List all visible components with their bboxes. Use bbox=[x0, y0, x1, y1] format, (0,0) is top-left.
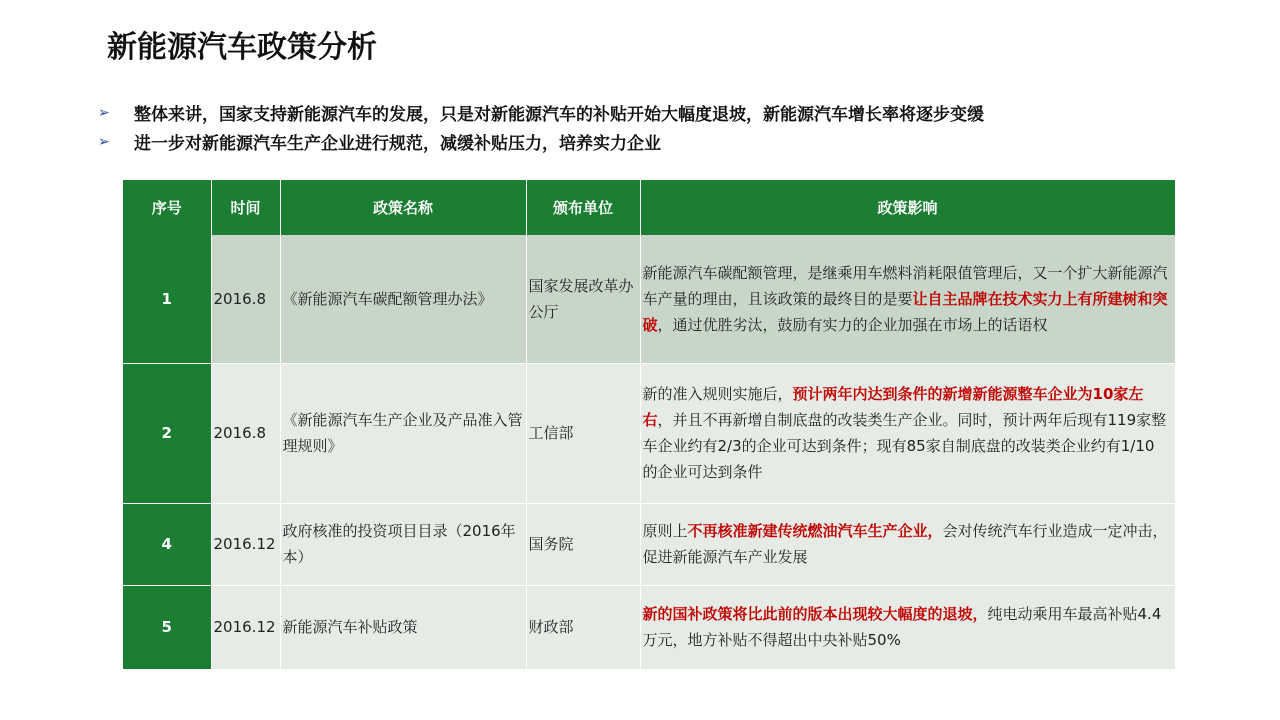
row-policy-name: 《新能源汽车生产企业及产品准入管理规则》 bbox=[280, 363, 526, 503]
table-header-row bbox=[123, 180, 1175, 235]
bullet-item bbox=[98, 127, 984, 156]
row-time: 2016.8 bbox=[211, 235, 280, 363]
page-title: 新能源汽车政策分析 bbox=[107, 30, 377, 65]
impact-text: ，通过优胜劣汰，鼓励有实力的企业加强在市场上的话语权 bbox=[657, 315, 1048, 334]
header-impact: 政策影响 bbox=[640, 180, 1175, 235]
row-impact bbox=[640, 585, 1175, 669]
row-index: 4 bbox=[123, 503, 211, 585]
row-index: 5 bbox=[123, 585, 211, 669]
table-row bbox=[123, 503, 1175, 585]
bullet-text: 进一步对新能源汽车生产企业进行规范，减缓补贴压力，培养实力企业 bbox=[134, 134, 661, 154]
impact-highlight: 预计两年内达到条件的新增新能源整车企业为10家左右 bbox=[642, 385, 1144, 429]
impact-highlight: 让自主品牌在技术实力上有所建树和突破 bbox=[642, 289, 1168, 334]
row-issuer: 国务院 bbox=[526, 503, 640, 585]
row-impact bbox=[640, 503, 1175, 585]
row-issuer: 国家发展改革办公厅 bbox=[526, 235, 640, 363]
policy-table bbox=[123, 180, 1176, 670]
row-index: 1 bbox=[123, 235, 211, 363]
arrow-bullet-icon: ➢ bbox=[98, 104, 110, 121]
header-index: 序号 bbox=[123, 180, 211, 235]
row-time: 2016.12 bbox=[211, 503, 280, 585]
row-policy-name: 新能源汽车补贴政策 bbox=[280, 585, 526, 669]
arrow-bullet-icon: ➢ bbox=[98, 133, 110, 150]
row-impact bbox=[640, 235, 1175, 363]
bullet-text: 整体来讲，国家支持新能源汽车的发展，只是对新能源汽车的补贴开始大幅度退坡，新能源汽车增长率将逐步变缓 bbox=[134, 105, 984, 125]
bullet-list bbox=[98, 98, 984, 156]
row-issuer: 财政部 bbox=[526, 585, 640, 669]
table-row bbox=[123, 235, 1175, 363]
bullet-item bbox=[98, 98, 984, 127]
row-issuer: 工信部 bbox=[526, 363, 640, 503]
header-time: 时间 bbox=[211, 180, 280, 235]
impact-text: ，并且不再新增自制底盘的改装类生产企业。同时，预计两年后现有119家整车企业约有2/3的企业可达到条件；现有85家自制底盘的改装类企业约有1/10的企业可达到条件 bbox=[642, 411, 1167, 481]
row-policy-name: 《新能源汽车碳配额管理办法》 bbox=[280, 235, 526, 363]
row-time: 2016.8 bbox=[211, 363, 280, 503]
impact-highlight: 新的国补政策将比此前的版本出现较大幅度的退坡， bbox=[642, 605, 988, 623]
impact-text: 原则上 bbox=[642, 522, 688, 540]
impact-highlight: 不再核准新建传统燃油汽车生产企业， bbox=[687, 522, 943, 540]
table-row bbox=[123, 363, 1175, 503]
row-index: 2 bbox=[123, 363, 211, 503]
header-policy-name: 政策名称 bbox=[280, 180, 526, 235]
header-issuer: 颁布单位 bbox=[526, 180, 640, 235]
impact-text: 新能源汽车碳配额管理，是继乘用车燃料消耗限值管理后，又一个扩大新能源汽车产量的理由，且该政策的最终目的是要 bbox=[642, 263, 1168, 308]
row-policy-name: 政府核准的投资项目目录（2016年本） bbox=[280, 503, 526, 585]
impact-text: 会对传统汽车行业造成一定冲击，促进新能源汽车产业发展 bbox=[642, 522, 1168, 566]
row-impact bbox=[640, 363, 1175, 503]
impact-text: 新的准入规则实施后， bbox=[642, 385, 793, 403]
table-row bbox=[123, 585, 1175, 669]
impact-text: 纯电动乘用车最高补贴4.4万元，地方补贴不得超出中央补贴50% bbox=[642, 605, 1162, 649]
row-time: 2016.12 bbox=[211, 585, 280, 669]
